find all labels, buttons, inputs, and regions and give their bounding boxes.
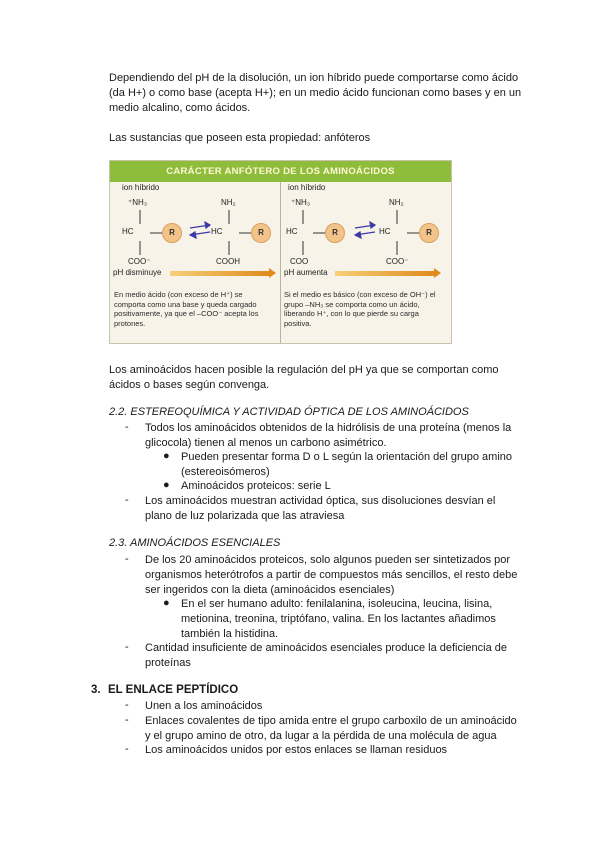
right-hc1: HC: [286, 227, 298, 236]
section-2-2-item-2: Los aminoácidos muestran actividad óptica, sus disoluciones desvían el plano de luz polarizada que las atraviesa: [145, 495, 496, 522]
bullet-dash: -: [125, 743, 129, 755]
left-ph-label: pH disminuye: [113, 268, 162, 277]
left-hc2: HC: [211, 227, 223, 236]
figure-title: CARÁCTER ANFÓTERO DE LOS AMINOÁCIDOS: [110, 161, 451, 182]
right-r-group-2: R: [419, 223, 439, 243]
left-nh3: ⁺NH₃: [128, 198, 148, 207]
regulacion-paragraph: Los aminoácidos hacen posible la regulación del pH ya que se comportan como ácidos o bases según convenga.: [109, 364, 499, 391]
right-ph-arrow: [335, 271, 435, 276]
section-2-3-heading: 2.3. AMINOÁCIDOS ESENCIALES: [109, 537, 281, 549]
section-3-number: 3.: [91, 684, 101, 696]
left-nh2: NH₂: [221, 198, 236, 207]
bullet-dash: -: [125, 553, 129, 565]
left-r-group-1: R: [162, 223, 182, 243]
amphoteric-figure: [109, 160, 452, 344]
anfoteros-line: Las sustancias que poseen esta propiedad: anfóteros: [109, 132, 371, 144]
section-3-item-1: Unen a los aminoácidos: [145, 700, 263, 712]
bullet-dot: ●: [163, 479, 170, 491]
section-2-2-heading: 2.2. ESTEREOQUÍMICA Y ACTIVIDAD ÓPTICA DE LOS AMINOÁCIDOS: [109, 406, 469, 418]
bullet-dot: ●: [163, 450, 170, 462]
section-2-2-sub-1: Pueden presentar forma D o L según la orientación del grupo amino (estereoisómeros): [181, 451, 513, 478]
section-3-title: EL ENLACE PEPTÍDICO: [108, 684, 239, 696]
bullet-dot: ●: [163, 597, 170, 609]
section-2-2-item-1: Todos los aminoácidos obtenidos de la hidrólisis de una proteína (menos la glicocola) tienen al menos un carbono asimétrico.: [145, 422, 512, 449]
right-nh3: ⁺NH₃: [291, 198, 311, 207]
right-caption: Si el medio es básico (con exceso de OH⁻) el grupo –NH₃ se comporta como un ácido, liberando H⁺, con lo que pierde su carga positiva.: [284, 290, 436, 328]
right-ion-label: ion híbrido: [288, 183, 326, 192]
right-coo: COO: [290, 257, 309, 266]
left-cooh: COOH: [216, 257, 240, 266]
right-coo-minus: COO⁻: [386, 257, 409, 266]
left-r-group-2: R: [251, 223, 271, 243]
left-coo: COO⁻: [128, 257, 151, 266]
section-2-3-item-2: Cantidad insuficiente de aminoácidos esenciales produce la deficiencia de proteínas: [145, 642, 508, 669]
intro-paragraph: Dependiendo del pH de la disolución, un ion híbrido puede comportarse como ácido (da H+) o como base (acepta H+); en un medio ácido funcionan como bases y en un medio alcalino, como ácidos.: [109, 72, 522, 114]
section-3-heading: [91, 684, 238, 696]
right-nh2: NH₂: [389, 198, 404, 207]
left-ph-arrow: [170, 271, 270, 276]
section-2-2-sub-2: Aminoácidos proteicos: serie L: [181, 480, 331, 492]
bullet-dash: -: [125, 421, 129, 433]
left-hc1: HC: [122, 227, 134, 236]
bullet-dash: -: [125, 699, 129, 711]
bullet-dash: -: [125, 641, 129, 653]
left-caption: En medio ácido (con exceso de H⁺) se comporta como una base y queda cargado positivamente, ya que el –COO⁻ acepta los protones.: [114, 290, 259, 328]
right-ph-label: pH aumenta: [284, 268, 328, 277]
left-ion-label: ion híbrido: [122, 183, 160, 192]
section-3-item-3: Los aminoácidos unidos por estos enlaces se llaman residuos: [145, 744, 448, 756]
section-2-3-sub-1: En el ser humano adulto: fenilalanina, isoleucina, leucina, lisina, metionina, treonina, triptófano, valina. En los lactantes añadimos también la histidina.: [181, 598, 496, 640]
bullet-dash: -: [125, 494, 129, 506]
section-3-item-2: Enlaces covalentes de tipo amida entre el grupo carboxilo de un aminoácido y el grupo amino de otro, da lugar a la pérdida de una molécula de agua: [145, 715, 517, 742]
right-hc2: HC: [379, 227, 391, 236]
bullet-dash: -: [125, 714, 129, 726]
right-r-group-1: R: [325, 223, 345, 243]
section-2-3-item-1: De los 20 aminoácidos proteicos, solo algunos pueden ser sintetizados por organismos heterótrofos a partir de compuestos más sencillos, el resto debe ser ingeridos con la dieta (aminoácidos esenciales): [145, 554, 518, 596]
